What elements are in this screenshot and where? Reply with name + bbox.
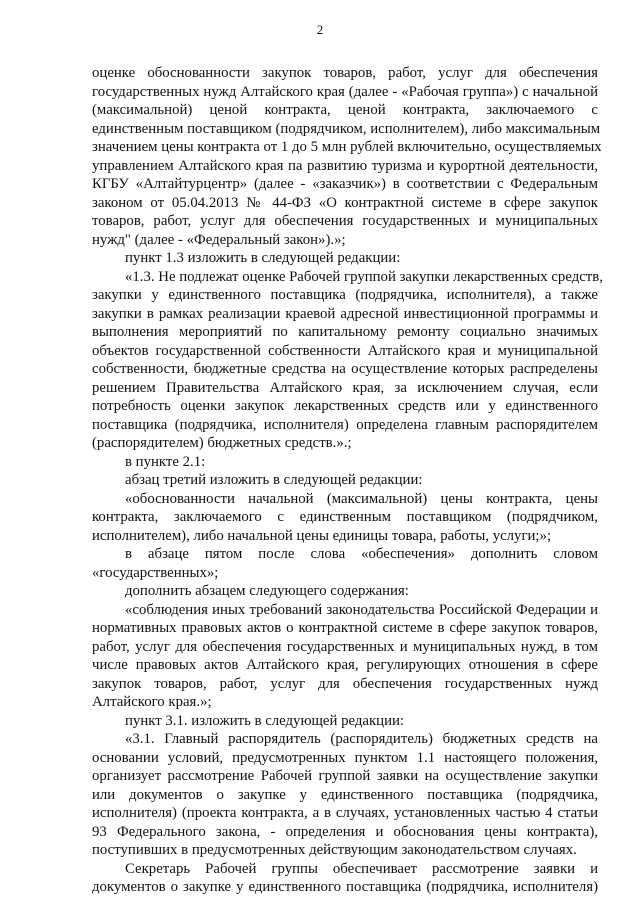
text-line: «государственных»;: [92, 564, 219, 581]
text-line: управлением Алтайского края па развитию туризма и курортной деятельности,: [92, 157, 598, 174]
text-line: Секретарь Рабочей группы обеспечивает рассмотрение заявки и: [125, 860, 598, 877]
text-line: пункт 3.1. изложить в следующей редакции:: [125, 712, 405, 729]
text-line: значением цены контракта от 1 до 5 млн рублей включительно, осуществляемых: [92, 139, 602, 155]
text-line: товаров, работ, услуг для обеспечения государственных и муниципальных: [92, 213, 598, 229]
text-line: абзац третий изложить в следующей редакции:: [125, 472, 423, 488]
text-line: закупки в рамках реализации краевой адресной инвестиционной программы и: [92, 305, 598, 322]
text-line: законом от 05.04.2013 № 44-ФЗ «О контрактной системе в сфере закупок: [92, 194, 598, 211]
text-line: решением Правительства Алтайского края, за исключением случая, если: [92, 379, 598, 396]
document-body: [92, 64, 603, 897]
text-line: работ, услуг для обеспечения государственных и муниципальных нужд, в том: [92, 638, 598, 655]
text-line: организует рассмотрение Рабочей группой заявки на осуществление закупки: [92, 768, 598, 784]
text-line: поступивших в предусмотренных действующим законодательством случаях.: [92, 842, 577, 858]
text-line: основании условий, предусмотренных пунктом 1.1 настоящего положения,: [92, 749, 598, 766]
text-line: поставщика (подрядчика, исполнителя) определена главным распорядителем: [92, 416, 598, 433]
text-line: «соблюдения иных требований законодательства Российской Федерации и: [125, 601, 598, 618]
text-line: в абзаце пятом после слова «обеспечения» дополнить словом: [125, 546, 598, 562]
text-line: закупки у единственного поставщика (подрядчика, исполнителя), а также: [92, 287, 598, 303]
text-line: пункт 1.3 изложить в следующей редакции:: [125, 250, 401, 266]
text-line: или документов о закупке у единственного поставщика (подрядчика,: [92, 786, 598, 803]
text-line: числе правовых актов Алтайского края, регулирующих отношения в сфере: [92, 657, 598, 673]
text-line: КГБУ «Алтайтурцентр» (далее - «заказчик») в соответствии с Федеральным: [92, 176, 598, 192]
text-line: в пункте 2.1:: [125, 453, 206, 470]
text-line: документов о закупке у единственного поставщика (подрядчика, исполнителя): [92, 879, 598, 895]
text-line: 93 Федерального закона, - определения и обоснования цены контракта),: [92, 823, 598, 840]
text-line: собственности, бюджетные средства на осуществление которых распределены: [92, 361, 598, 377]
text-line: выполнения мероприятий по капитальному ремонту социально значимых: [92, 324, 598, 340]
text-line: дополнить абзацем следующего содержания:: [125, 583, 409, 599]
text-line: закупок товаров, работ, услуг для обеспечения государственных нужд: [92, 675, 598, 692]
text-line: «обоснованности начальной (максимальной) цены контракта, цены: [125, 490, 598, 507]
text-line: (максимальной) ценой контракта, ценой контракта, заключаемого с: [92, 102, 598, 118]
text-line: объектов государственной собственности Алтайского края и муниципальной: [92, 342, 598, 359]
text-line: «1.3. Не подлежат оценке Рабочей группой закупки лекарственных средств,: [125, 268, 603, 285]
text-line: контракта, заключаемого с единственным поставщиком (подрядчиком,: [92, 509, 598, 525]
text-line: потребность оценки закупок лекарственных средств или у единственного: [92, 398, 598, 414]
text-line: исполнителя) (проекта контракта, а в случаях, установленных частью 4 статьи: [92, 805, 598, 821]
text-line: Алтайского края.»;: [92, 694, 212, 710]
text-line: (распорядителем) бюджетных средств.».;: [92, 435, 352, 451]
page-number: 2: [316, 22, 324, 37]
text-line: единственным поставщиком (подрядчиком, исполнителем), либо максимальным: [92, 120, 601, 137]
text-line: государственных нужд Алтайского края (далее - «Рабочая группа») с начальной: [92, 83, 598, 100]
text-line: нужд" (далее - «Федеральный закон»).»;: [92, 231, 346, 248]
text-line: «3.1. Главный распорядитель (распорядитель) бюджетных средств на: [125, 731, 598, 747]
text-line: исполнителем), либо начальной цены единицы товара, работы, услуги;»;: [92, 527, 552, 544]
text-line: оценке обоснованности закупок товаров, работ, услуг для обеспечения: [92, 65, 598, 81]
text-line: нормативных правовых актов о контрактной системе в сфере закупок товаров,: [92, 620, 598, 636]
